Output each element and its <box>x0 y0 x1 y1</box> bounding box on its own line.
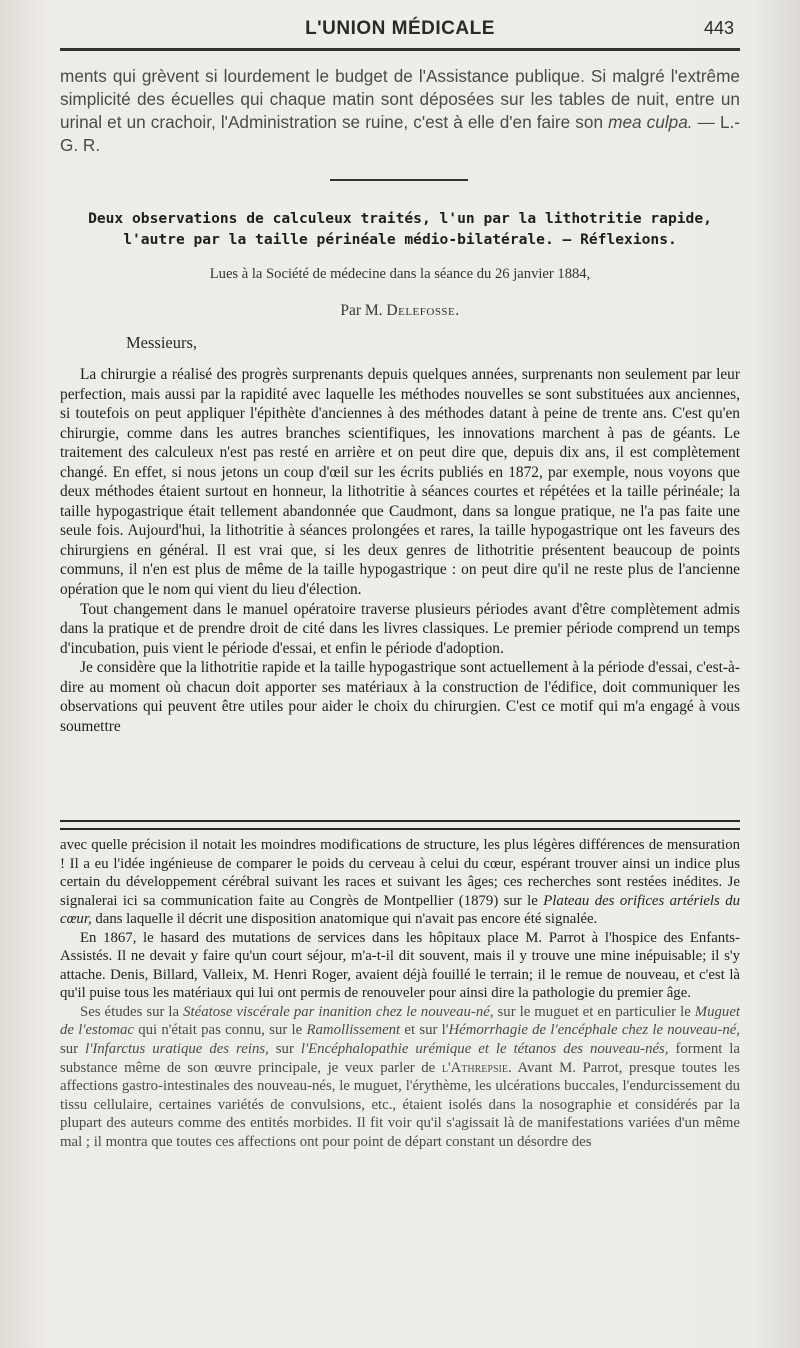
p3-seg-g: forment la substance même de son œuvre principale, je veux parler de <box>60 1041 740 1076</box>
author-prefix: Par M. <box>340 302 383 319</box>
p3-seg-c: qui n'était pas connu, sur le <box>138 1022 303 1039</box>
article-title-line-1: Deux observations de calculeux traités, l'un par la lithotritie rapide, <box>88 210 712 227</box>
feuilleton-body <box>60 836 740 1151</box>
article-title-line-2: l'autre par la taille périnéale médio-bilatérale. — Réflexions. <box>123 231 677 248</box>
article-title <box>60 208 740 250</box>
section-divider <box>330 179 468 181</box>
feuilleton-divider <box>60 820 740 830</box>
p3-seg-f: sur <box>275 1041 294 1058</box>
intro-paragraph <box>60 65 740 157</box>
p3-seg-e: sur <box>60 1041 79 1058</box>
running-title: L'UNION MÉDICALE <box>305 18 495 39</box>
article-paragraph-1: La chirurgie a réalisé des progrès surprenants depuis quelques années, surprenants non seulement par leur perfection, mais aussi par la rapidité avec laquelle les méthodes nouvelles se sont substituées aux anciennes, si toutefois on peut appliquer l'épithète d'anciennes à des méthodes datant à peine de trente ans. C'est qu'en chirurgie, comme dans les autres branches scientifiques, les innovations marchent à pas de géants. Le traitement des calculeux n'est pas resté en arrière et on peut dire que, depuis dix ans, il est complètement changé. En effet, si nous jetons un coup d'œil sur les écrits publiés en 1872, par exemple, nous voyons que deux méthodes étaient surtout en honneur, la lithotritie à séances courtes et répétées et la taille périnéale; la taille hypogastrique était tellement abandonnée que Caudmont, dans sa longue pratique, ne l'a pas faite une seule fois. Aujourd'hui, la lithotritie à séances prolongées et rares, la taille hypogastrique ont les faveurs des chirurgiens en général. Il est vrai que, si les deux genres de lithotritie présentent beaucoup de points communs, il n'en est plus de même de la taille hypogastrique : on peut dire qu'il ne reste plus de l'ancienne opération que le nom qui vient du lieu d'élection. <box>60 366 740 599</box>
article-paragraph-2: Tout changement dans le manuel opératoire traverse plusieurs périodes avant d'être complètement admis dans la pratique et de prendre droit de cité dans les livres classiques. Le premier période comprend un temps d'incubation, puis vient le période d'essai, et enfin le période d'adoption. <box>60 600 740 657</box>
header-rule <box>60 48 740 51</box>
feuilleton-p1-text: avec quelle précision il notait les moindres modifications de structure, les plus légères différences de mensuration ! Il a eu l'idée ingénieuse de comparer le poids du cerveau à celui du cœur, espérant trouver ainsi un indice plus certain du développement cérébral suivant les races et suivant les âges; ces recherches sont restées inédites. Je signalerai ici sa communication faite au Congrès de Montpellier (1879) sur le <box>60 837 740 909</box>
p3-italic-1: Stéatose viscérale par inanition chez le nouveau-né, <box>183 1003 494 1020</box>
p3-italic-4: Hémorrhagie de l'encéphale chez le nouveau-né, <box>448 1022 740 1039</box>
intro-mea-culpa: mea culpa. <box>608 112 693 132</box>
p3-smallcaps: l'Athrepsie. <box>441 1059 512 1076</box>
p3-italic-3: Ramollissement <box>306 1022 401 1039</box>
feuilleton-paragraph-2: En 1867, le hasard des mutations de services dans les hôpitaux place M. Parrot à l'hospice des Enfants-Assistés. Il ne devait y faire qu'un court séjour, m'a-t-il dit souvent, mais il y trouve une mine inépuisable; il s'y attache. Denis, Billard, Valleix, M. Henri Roger, avaient déjà fouillé le terrain; il le remue de nouveau, et c'est là qu'il puise tous les matériaux qui lui ont permis de renouveler pour ainsi dire la pathologie du premier âge. <box>60 929 740 1002</box>
intro-signature: — L.-G. R. <box>60 112 741 155</box>
author-name: Delefosse. <box>386 302 460 319</box>
read-note: Lues à la Société de médecine dans la séance du 26 janvier 1884, <box>209 266 591 282</box>
page-header <box>60 18 740 42</box>
p3-seg-b: sur le muguet et en particulier le <box>497 1003 691 1020</box>
p3-italic-5: l'Infarctus uratique des reins, <box>85 1041 269 1058</box>
p3-italic-2: Muguet de l'estomac <box>60 1003 740 1039</box>
p3-italic-6: l'Encéphalopathie urémique et le tétanos des nouveau-nés, <box>300 1041 669 1058</box>
page-number: 443 <box>703 18 734 38</box>
p3-seg-d: et sur l' <box>404 1022 449 1039</box>
article-paragraph-3: Je considère que la lithotritie rapide et la taille hypogastrique sont actuellement à la période d'essai, c'est-à-dire au moment où chacun doit apporter ses matériaux à la construction de l'édifice, doit communiquer les observations qui peuvent être utiles pour aider le choix du chirurgien. C'est ce motif qui m'a engagé à vous soumettre <box>60 659 740 735</box>
feuilleton-paragraph-1 <box>60 836 740 929</box>
p3-seg-a: Ses études sur la <box>80 1003 180 1020</box>
feuilleton-p1-italic: Plateau des orifices artériels du cœur, <box>60 892 740 928</box>
article-body <box>60 365 740 736</box>
feuilleton-p1-end: dans laquelle il décrit une disposition anatomique qui n'avait pas encore été signalée. <box>95 911 598 928</box>
intro-text: ments qui grèvent si lourdement le budget de l'Assistance publique. Si malgré l'extrême simplicité des écuelles qui chaque matin sont déposées sur les tables de nuit, entre un urinal et un crachoir, l'Administration se ruine, c'est à elle d'en faire son <box>60 66 740 132</box>
p3-seg-h: Avant M. Parrot, presque toutes les affections gastro-intestinales des nouveau-nés, le muguet, l'érythème, les ulcérations buccales, l'endurcissement du tissu cellulaire, certaines variétés de convulsions, etc., étaient isolés dans la nosographie et considérés par la plupart des auteurs comme des entités morbides. Il fit voir qu'il s'agissait là de manifestations variées d'un même mal ; il montra que toutes ces affections ont pour point de départ constant un désordre des <box>60 1059 740 1150</box>
author-line <box>60 302 740 320</box>
feuilleton-paragraph-3 <box>60 1003 740 1151</box>
salutation: Messieurs, <box>126 333 198 352</box>
